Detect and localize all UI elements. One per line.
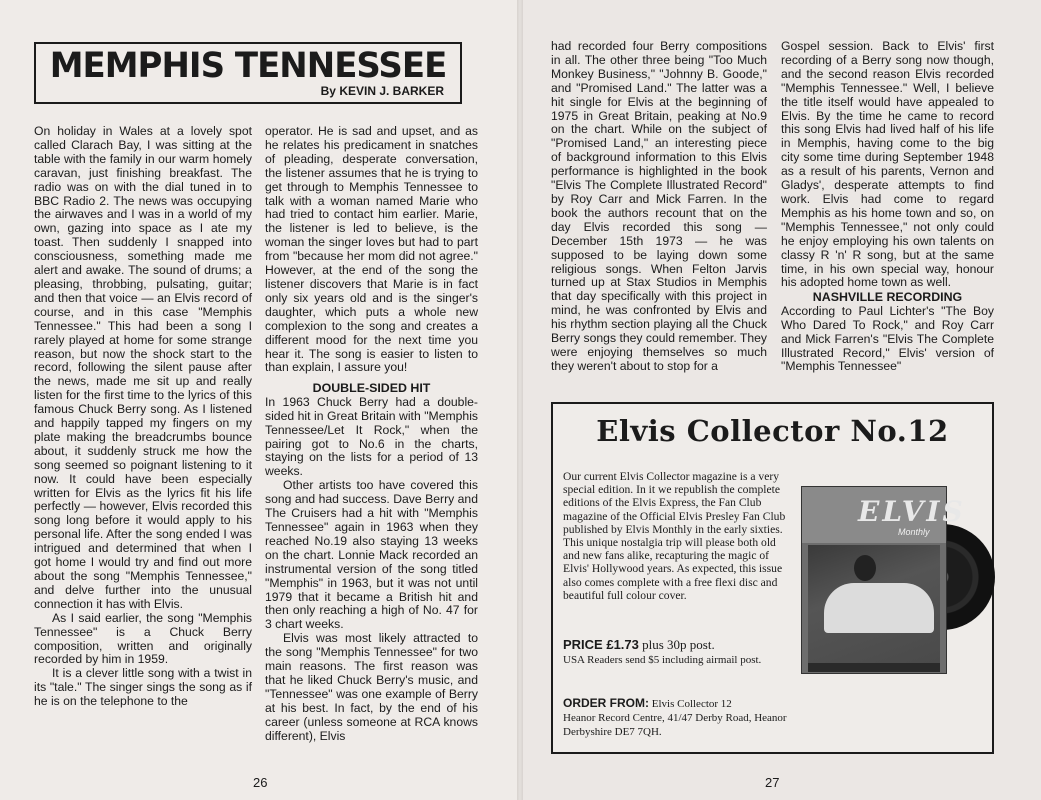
paragraph: According to Paul Lichter's "The Boy Who Dared To Rock," and Roy Carr and Mick Farren's "Elvis The Complete Illustrated Record," Elvis' version of "Memphis Tennessee"	[781, 303, 994, 374]
paragraph: Other artists too have covered this song and had success. Dave Berry and The Cruisers had a hit with "Memphis Tennessee" again in 1963 when they reached No.19 also staying 13 weeks on the chart. Lonnie Mack recorded an instrumental version of the song titled "Memphis" in 1963, but it was not until 1979 that it became a British hit and then only reaching a high of No. 47 for 3 chart weeks.	[265, 478, 478, 632]
column-3	[551, 40, 767, 395]
article-byline: By KEVIN J. BARKER	[320, 84, 444, 98]
page-number-right: 27	[765, 775, 780, 790]
article-title-box	[34, 42, 462, 104]
paragraph: operator. He is sad and upset, and as he relates his predicament in snatches of pleading, desperate conversation, the listener assumes that he is trying to get through to Memphis Tennessee to talk with a woman named Marie who had tried to contact him earlier. Marie, the listener is led to believe, is the woman the singer loves but had to part from "because her mom did not agree." However, at the end of the song the listener discovers that Marie is in fact only six years old and is the singer's daughter, which puts a whole new complexion to the song and creates a different mood for the next time you hear it. The song is easier to listen to than explain, I assure you!	[265, 124, 478, 375]
advert-title: Elvis Collector No.12	[596, 414, 949, 448]
order-line-1: Elvis Collector 12	[649, 698, 732, 710]
section-heading-double-sided-hit: DOUBLE-SIDED HIT	[312, 381, 431, 396]
paragraph: Elvis was most likely attracted to the song "Memphis Tennessee" for two main reasons. The first reason was that he liked Chuck Berry's music, and "Tennessee" was one example of Berry at his best. In fact, by the end of his career (unless someone at RCA knows different), Elvis	[265, 631, 478, 743]
column-1	[34, 125, 252, 790]
order-line-3: Derbyshire DE7 7QH.	[563, 726, 662, 738]
paragraph: It is a clever little song with a twist in its "tale." The singer sings the song as if he is on the telephone to the	[34, 666, 252, 709]
section-heading-nashville-recording: NASHVILLE RECORDING	[812, 290, 963, 305]
paragraph: Gospel session. Back to Elvis' first recording of a Berry song now though, and the second reason Elvis recorded "Memphis Tennessee." Well, I believe the title itself would have appealed to Elvis. By the time he came to record this song Elvis had lived half of his life in Memphis, having come to the big city some time during September 1948 as a result of his parents, Vernon and Gladys', desperate attempts to find work. Elvis had come to regard Memphis as his home town and so, on "Memphis Tennessee," not only could he enjoy employing his own talents on classy R 'n' R song, but at the same time, in his own special way, honour his adopted home town as well.	[781, 39, 994, 290]
price-postage: plus 30p post.	[638, 637, 715, 652]
cover-subtitle: Monthly	[898, 527, 930, 537]
page-number-left: 26	[253, 775, 268, 790]
elvis-collector-advert	[551, 402, 994, 754]
paragraph: had recorded four Berry compositions in all. The other three being "Too Much Monkey Business," "Johnny B. Goode," and "Promised Land." The latter was a hit single for Elvis at the beginning of 1975 in Great Britain, peaking at No.9 on the chart. While on the subject of "Promised Land," an interesting piece of background information to this Elvis performance is highlighted in the book "Elvis The Complete Illustrated Record" by Roy Carr and Mick Farren. In the book the authors recount that on the day Elvis recorded this song — December 15th 1973 — he was supposed to be laying down some religious songs. When Felton Jarvis turned up at Stax Studios in Memphis that day specifically with this project in mind, he was confronted by Elvis and his rhythm section playing all the Chuck Berry songs they could remember. They were enjoying themselves so much they weren't about to stop for a	[551, 39, 767, 373]
paragraph: In 1963 Chuck Berry had a double-sided hit in Great Britain with "Memphis Tennessee/Let It Rock," when the pairing got to No.6 in the charts, staying on the lists for a period of 13 weeks.	[265, 394, 478, 479]
order-line-2: Heanor Record Centre, 41/47 Derby Road, Heanor	[563, 712, 787, 724]
advert-price	[563, 638, 823, 667]
order-label: ORDER FROM:	[563, 696, 649, 710]
advert-description: Our current Elvis Collector magazine is a very special edition. In it we republish the complete editions of the Elvis Express, the Fan Club magazine of the Official Elvis Presley Fan Club published by Elvis Monthly in the early sixties. This unique nostalgia trip will please both old and new fans alike, recapturing the magic of Elvis' Hollywood years. As expected, this issue also comes complete with a free flexi disc and beautiful full colour cover.	[563, 470, 786, 602]
price-label: PRICE £1.73	[563, 637, 639, 652]
page-gutter	[517, 0, 523, 800]
article-title: MEMPHIS TENNESSEE	[49, 46, 447, 86]
advert-order-address	[563, 696, 863, 739]
paragraph: On holiday in Wales at a lovely spot called Clarach Bay, I was sitting at the table with the family in our warm homely caravan, just finishing breakfast. The radio was on with the dial tuned in to BBC Radio 2. The news was occupying the airwaves and I was in a world of my own, gazing into space as I ate my toast. Then suddenly I snapped into consciousness, something made me alert and awake. The sound of drums; a pleasing, throbbing, pulsating, guitar; and then that voice — an Elvis record of course, and in this case "Memphis Tennessee." This had been a song I rarely played at home for some strange reason, but now the shock start to the record, following the silent pause after the news, made me sit up and really listen for the first time to the lyrics of this famous Chuck Berry song. As I listened and happily tapped my fingers on my plate making the breadcrumbs bounce about, it suddenly struck me how the song seemed so poignant listening to it now. It could have been especially written for Elvis as the lyrics fit his life perfectly — however, Elvis recorded this song long before it would apply to his personal life. After the song ended I was intrigued and determined that when I got home I would try and find out more about the song "Memphis Tennessee," and delve further into the unusual connection it has with Elvis.	[34, 124, 252, 611]
usa-price: USA Readers send $5 including airmail post.	[563, 654, 762, 666]
column-4	[781, 40, 994, 395]
column-2	[265, 125, 478, 790]
cover-title: ELVIS	[858, 495, 966, 528]
paragraph: As I said earlier, the song "Memphis Tennessee" is a Chuck Berry composition, written and originally recorded by him in 1959.	[34, 610, 252, 667]
